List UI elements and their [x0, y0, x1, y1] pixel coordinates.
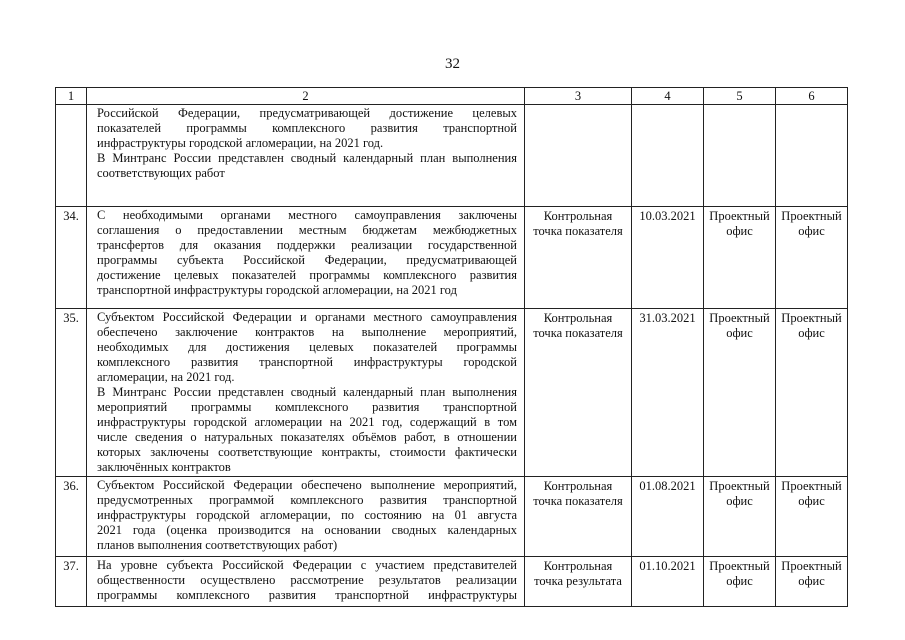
desc-line: агломерации, на 2021 год. [97, 370, 235, 384]
type-line: Контрольная [543, 209, 613, 223]
type-cell [525, 557, 632, 607]
row-number: 36. [56, 477, 87, 557]
desc-line: числе сведения о натуральных показателях объёмов работ, в отношении [97, 430, 517, 444]
desc-line: планов выполнения соответствующих работ) [97, 538, 338, 552]
row-description [87, 207, 525, 309]
header-cell-4: 4 [632, 88, 704, 105]
desc-line: достижение целевых показателей программы комплексного развития [97, 268, 517, 282]
type-line: Контрольная [543, 311, 613, 325]
executor-cell [704, 207, 776, 309]
executor-cell [776, 477, 848, 557]
desc-line: С необходимыми органами местного самоуправления заключены [97, 208, 517, 222]
row-description [87, 477, 525, 557]
type-line: Контрольная [543, 559, 613, 573]
desc-line: транспортной инфраструктуры городской агломерации, на 2021 год [97, 283, 457, 297]
executor-cell [704, 557, 776, 607]
type-cell [525, 477, 632, 557]
desc-line: предусмотренных программой комплексного развития транспортной [97, 493, 517, 507]
executor-cell [704, 477, 776, 557]
row-number-cell [56, 105, 87, 207]
type-line: точка показателя [533, 326, 623, 340]
desc-line: трансфертов для оказания поддержки реализации государственной [97, 238, 517, 252]
table-row [56, 557, 848, 607]
page-number: 32 [445, 56, 460, 72]
continuation-row [56, 105, 848, 207]
row-number: 37. [56, 557, 87, 607]
type-line: точка показателя [533, 224, 623, 238]
executor-line: Проектный [781, 209, 842, 223]
desc-line: необходимых для достижения целевых показателей программы [97, 340, 517, 354]
executor-cell [776, 309, 848, 477]
desc-line: программы комплексного развития транспортной инфраструктуры [97, 588, 517, 602]
executor-line: Проектный [781, 479, 842, 493]
desc-line: В Минтранс России представлен сводный календарный план выполнения [97, 385, 517, 399]
executor-line: Проектный [709, 311, 770, 325]
header-row [56, 88, 848, 105]
date-cell [632, 105, 704, 207]
header-cell-5: 5 [704, 88, 776, 105]
row-description [87, 309, 525, 477]
executor-cell [776, 105, 848, 207]
desc-line: инфраструктуры городской агломерации, на 2021 год. [97, 136, 384, 150]
desc-line: инфраструктуры городской агломерации на 2021 год, содержащий в том [97, 415, 517, 429]
header-cell-3: 3 [525, 88, 632, 105]
type-cell [525, 207, 632, 309]
executor-line: Проектный [709, 559, 770, 573]
executor-cell [704, 309, 776, 477]
continuation-description [87, 105, 525, 207]
type-line: Контрольная [543, 479, 613, 493]
executor-line: Проектный [781, 311, 842, 325]
date-cell: 31.03.2021 [632, 309, 704, 477]
desc-line: комплексного развития транспортной инфраструктуры городской [97, 355, 517, 369]
desc-line: Субъектом Российской Федерации обеспечено выполнение мероприятий, [97, 478, 517, 492]
executor-cell [776, 207, 848, 309]
desc-line: мероприятий программы комплексного развития транспортной [97, 400, 517, 414]
executor-line: офис [798, 224, 825, 238]
table-row [56, 207, 848, 309]
row-number: 35. [56, 309, 87, 477]
executor-line: офис [798, 574, 825, 588]
type-line: точка результата [534, 574, 622, 588]
desc-line: обеспечено заключение контрактов на выполнение мероприятий, [97, 325, 517, 339]
date-cell: 01.08.2021 [632, 477, 704, 557]
executor-line: Проектный [709, 209, 770, 223]
executor-line: офис [798, 494, 825, 508]
desc-line: заключённых контрактов [97, 460, 231, 474]
row-number: 34. [56, 207, 87, 309]
desc-line: На уровне субъекта Российской Федерации с участием представителей [97, 558, 517, 572]
date-cell: 10.03.2021 [632, 207, 704, 309]
desc-line: соответствующих работ [97, 166, 225, 180]
row-description [87, 557, 525, 607]
desc-line: общественности осуществлено рассмотрение результатов реализации [97, 573, 517, 587]
desc-line: Субъектом Российской Федерации и органами местного самоуправления [97, 310, 517, 324]
control-points-table [55, 87, 848, 607]
desc-line: В Минтранс России представлен сводный календарный план выполнения [97, 151, 517, 165]
header-cell-2: 2 [87, 88, 525, 105]
executor-cell [776, 557, 848, 607]
executor-line: офис [726, 224, 753, 238]
executor-line: офис [726, 326, 753, 340]
desc-line: показателей программы комплексного развития транспортной [97, 121, 517, 135]
desc-line: 2021 года (оценка производится на основании сводных календарных [97, 523, 517, 537]
type-line: точка показателя [533, 494, 623, 508]
type-cell [525, 105, 632, 207]
desc-line: которых заключены соответствующие контракты, стоимости фактически [97, 445, 517, 459]
date-cell: 01.10.2021 [632, 557, 704, 607]
desc-line: инфраструктуры городской агломерации, по состоянию на 01 августа [97, 508, 517, 522]
executor-line: офис [798, 326, 825, 340]
executor-line: офис [726, 494, 753, 508]
desc-line: соглашения о предоставлении местным бюджетам межбюджетных [97, 223, 517, 237]
executor-line: Проектный [781, 559, 842, 573]
table-row [56, 309, 848, 477]
desc-line: программы субъекта Российской Федерации, предусматривающей [97, 253, 517, 267]
executor-line: офис [726, 574, 753, 588]
type-cell [525, 309, 632, 477]
header-cell-1: 1 [56, 88, 87, 105]
executor-cell [704, 105, 776, 207]
table-row [56, 477, 848, 557]
header-cell-6: 6 [776, 88, 848, 105]
desc-line: Российской Федерации, предусматривающей достижение целевых [97, 106, 517, 120]
executor-line: Проектный [709, 479, 770, 493]
